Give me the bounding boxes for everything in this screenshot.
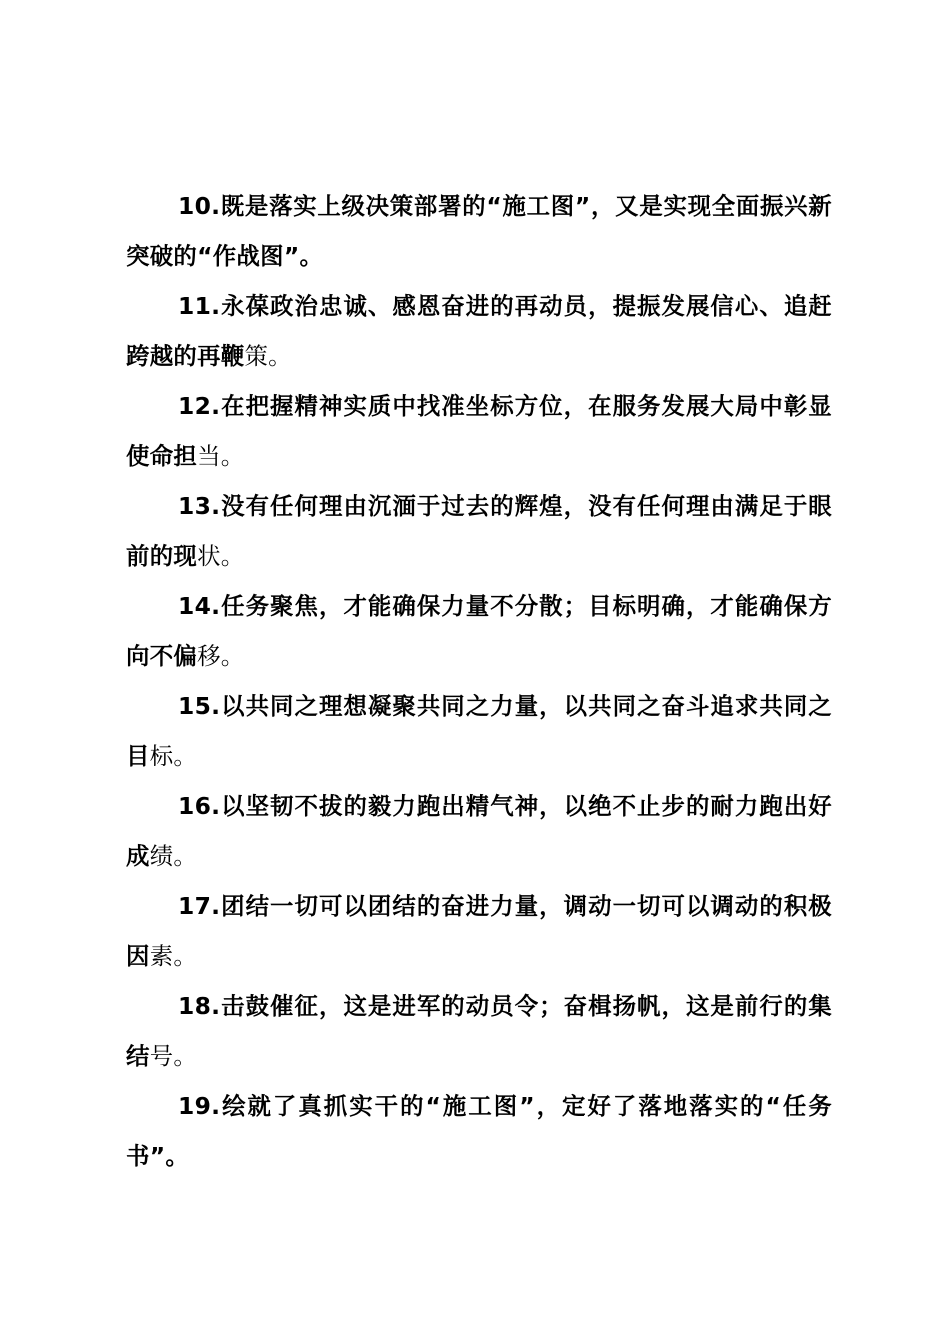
- list-item-tail: 号。: [149, 1042, 198, 1070]
- list-item-text: 17.团结一切可以团结的奋进力量，调动一切可以调动的积极因: [126, 892, 832, 970]
- list-item-text: 18.击鼓催征，这是进军的动员令；奋楫扬帆，这是前行的集结: [126, 992, 832, 1070]
- list-item-tail: 当。: [197, 442, 245, 470]
- list-item-14: [126, 581, 832, 681]
- list-item-11: [126, 281, 832, 381]
- list-item-tail: 绩。: [149, 842, 198, 870]
- list-item-10: [126, 181, 832, 281]
- list-item-tail: 状。: [197, 542, 245, 570]
- list-item-16: [126, 781, 832, 881]
- list-item-text: 15.以共同之理想凝聚共同之力量，以共同之奋斗追求共同之目: [126, 692, 832, 770]
- list-item-text: 11.永葆政治忠诚、感恩奋进的再动员，提振发展信心、追赶跨越的再鞭: [126, 292, 832, 370]
- list-item-19: [126, 1081, 832, 1181]
- list-item-text: 14.任务聚焦，才能确保力量不分散；目标明确，才能确保方向不偏: [126, 592, 832, 670]
- list-item-12: [126, 381, 832, 481]
- list-item-text: 12.在把握精神实质中找准坐标方位，在服务发展大局中彰显使命担: [126, 392, 832, 470]
- list-item-tail: 策。: [244, 342, 292, 370]
- list-item-text: 13.没有任何理由沉湎于过去的辉煌，没有任何理由满足于眼前的现: [126, 492, 832, 570]
- list-item-13: [126, 481, 832, 581]
- list-item-tail: 移。: [197, 642, 245, 670]
- list-item-tail: 标。: [149, 742, 198, 770]
- list-item-15: [126, 681, 832, 781]
- list-item-17: [126, 881, 832, 981]
- numbered-list: [126, 181, 832, 1181]
- list-item-text: 19.绘就了真抓实干的“施工图”，定好了落地落实的“任务书”。: [126, 1092, 832, 1170]
- list-item-tail: 素。: [149, 942, 198, 970]
- list-item-18: [126, 981, 832, 1081]
- list-item-text: 10.既是落实上级决策部署的“施工图”，又是实现全面振兴新突破的“作战图”。: [126, 192, 832, 270]
- list-item-text: 16.以坚韧不拔的毅力跑出精气神，以绝不止步的耐力跑出好成: [126, 792, 832, 870]
